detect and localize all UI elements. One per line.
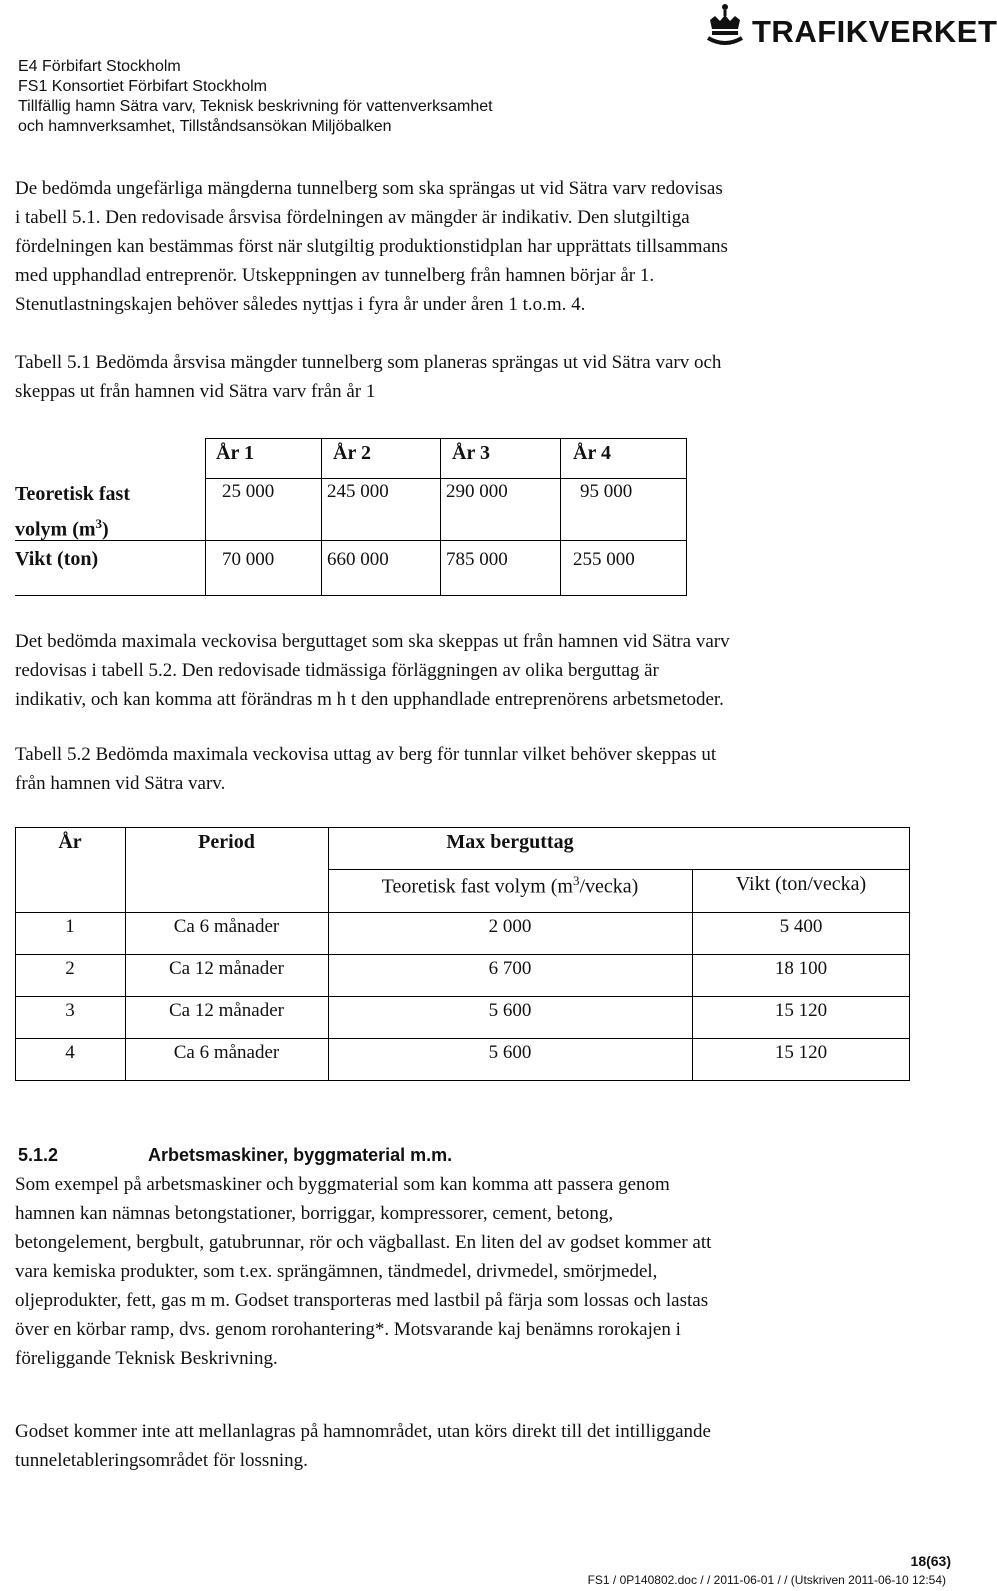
column-header: År 2 xyxy=(333,442,371,464)
table-weekly-max-extraction xyxy=(15,827,910,1081)
table-cell: 70 000 xyxy=(222,549,275,570)
table1-caption xyxy=(15,348,945,406)
column-header: Max berguttag xyxy=(446,831,574,853)
text-line: Godset kommer inte att mellanlagras på hamnområdet, utan körs direkt till det intilliggande xyxy=(15,1421,711,1442)
table-cell: 255 000 xyxy=(573,549,635,570)
table-cell: Ca 6 månader xyxy=(173,916,280,937)
table-cell: 785 000 xyxy=(446,549,508,570)
text-line: indikativ, och kan komma att förändras m h t den upphandlade entreprenörens arbetsmetoder. xyxy=(15,689,724,710)
column-subheader: Vikt (ton/vecka) xyxy=(735,873,867,895)
header-line: FS1 Konsortiet Förbifart Stockholm xyxy=(18,78,267,95)
trafikverket-logo xyxy=(704,2,997,52)
logo-text: TRAFIKVERKET xyxy=(752,14,997,49)
column-header: År 3 xyxy=(452,442,490,464)
intro-paragraph xyxy=(15,174,945,319)
caption-line: Tabell 5.2 Bedömda maximala veckovisa uttag av berg för tunnlar vilket behöver skeppas ut xyxy=(15,744,717,765)
table-cell: 6 700 xyxy=(488,958,532,979)
column-subheader: Teoretisk fast volym $(m^3/vecka)$ xyxy=(381,873,639,898)
caption-line: Tabell 5.1 Bedömda årsvisa mängder tunnelberg som planeras sprängas ut vid Sätra varv och xyxy=(15,352,722,373)
table-cell: 18 100 xyxy=(774,958,828,979)
caption-line: skeppas ut från hamnen vid Sätra varv från år 1 xyxy=(15,381,376,402)
text-line: De bedömda ungefärliga mängderna tunnelberg som ska sprängas ut vid Sätra varv redovisas xyxy=(15,178,723,199)
table-cell: 290 000 xyxy=(446,481,508,502)
section-heading xyxy=(18,1145,452,1166)
table-cell: 3 xyxy=(65,1000,75,1021)
header-line: Tillfällig hamn Sätra varv, Teknisk beskrivning för vattenverksamhet xyxy=(18,98,493,115)
header-line: och hamnverksamhet, Tillståndsansökan Miljöbalken xyxy=(18,118,392,135)
header-line: E4 Förbifart Stockholm xyxy=(18,58,181,75)
document-header xyxy=(18,57,493,137)
row-label: Vikt (ton) xyxy=(15,548,99,570)
row-label: Teoretisk fast volym $(m^3)$ xyxy=(15,483,130,541)
text-line: fördelningen kan bestämmas först när slutgiltig produktionstidplan har upprättats tillsammans xyxy=(15,236,728,257)
table-cell: Ca 6 månader xyxy=(173,1042,280,1063)
final-paragraph xyxy=(15,1417,945,1475)
section-title: Arbetsmaskiner, byggmaterial m.m. xyxy=(148,1145,453,1165)
text-line: tunneletableringsområdet för lossning. xyxy=(15,1450,308,1471)
text-line: med upphandlad entreprenör. Utskeppningen av tunnelberg från hamnen börjar år 1. xyxy=(15,265,655,286)
table-cell: 5 600 xyxy=(488,1042,532,1063)
paragraph-2 xyxy=(15,627,945,714)
table-cell: Ca 12 månader xyxy=(168,1000,284,1021)
column-header: Period xyxy=(198,831,255,853)
text-line: över en körbar ramp, dvs. genom rorohantering*. Motsvarande kaj benämns rorokajen i xyxy=(15,1319,681,1340)
text-line: hamnen kan nämnas betongstationer, borriggar, kompressorer, cement, betong, xyxy=(15,1203,614,1224)
text-line: Som exempel på arbetsmaskiner och byggmaterial som kan komma att passera genom xyxy=(15,1174,670,1195)
text-line: föreliggande Teknisk Beskrivning. xyxy=(15,1348,278,1369)
table-cell: 25 000 xyxy=(222,481,275,502)
text-line: redovisas i tabell 5.2. Den redovisade tidmässiga förläggningen av olika berguttag är xyxy=(15,660,659,681)
table-cell: 5 600 xyxy=(488,1000,532,1021)
column-header: År 1 xyxy=(216,442,254,464)
text-line: betongelement, bergbult, gatubrunnar, rör och vägballast. En liten del av godset kommer att xyxy=(15,1232,712,1253)
table2-caption xyxy=(15,740,945,798)
text-line: Det bedömda maximala veckovisa berguttaget som ska skeppas ut från hamnen vid Sätra varv xyxy=(15,631,730,652)
table-cell: 95 000 xyxy=(580,481,633,502)
table-cell: Ca 12 månader xyxy=(168,958,284,979)
table-cell: 245 000 xyxy=(327,481,389,502)
table-cell: 15 120 xyxy=(774,1000,828,1021)
table-cell: 5 400 xyxy=(779,916,823,937)
table-yearly-quantities xyxy=(15,438,687,596)
table-cell: 15 120 xyxy=(774,1042,828,1063)
table-cell: 4 xyxy=(65,1042,75,1063)
text-line: i tabell 5.1. Den redovisade årsvisa fördelningen av mängder är indikativ. Den slutgiltiga xyxy=(15,207,690,228)
text-line: vara kemiska produkter, som t.ex. sprängämnen, tändmedel, drivmedel, smörjmedel, xyxy=(15,1261,658,1282)
text-line: oljeprodukter, fett, gas m m. Godset transporteras med lastbil på färja som lossas och lastas xyxy=(15,1290,709,1311)
table-cell: 2 xyxy=(65,958,75,979)
table-cell: 2 000 xyxy=(488,916,532,937)
section-number: 5.1.2 xyxy=(18,1145,59,1165)
column-header: År 4 xyxy=(573,442,611,464)
text-line: Stenutlastningskajen behöver således nyttjas i fyra år under åren 1 t.o.m. 4. xyxy=(15,294,586,315)
table-cell: 660 000 xyxy=(327,549,389,570)
page-number: 18(63) xyxy=(910,1553,951,1569)
caption-line: från hamnen vid Sätra varv. xyxy=(15,773,226,794)
column-header: År xyxy=(58,831,82,853)
footer-document-info: FS1 / 0P140802.doc / / 2011-06-01 / / (Utskriven 2011-06-10 12:54) xyxy=(587,1573,946,1587)
section-paragraph xyxy=(15,1170,945,1373)
table-cell: 1 xyxy=(65,916,75,937)
crown-emblem-icon xyxy=(704,2,746,50)
